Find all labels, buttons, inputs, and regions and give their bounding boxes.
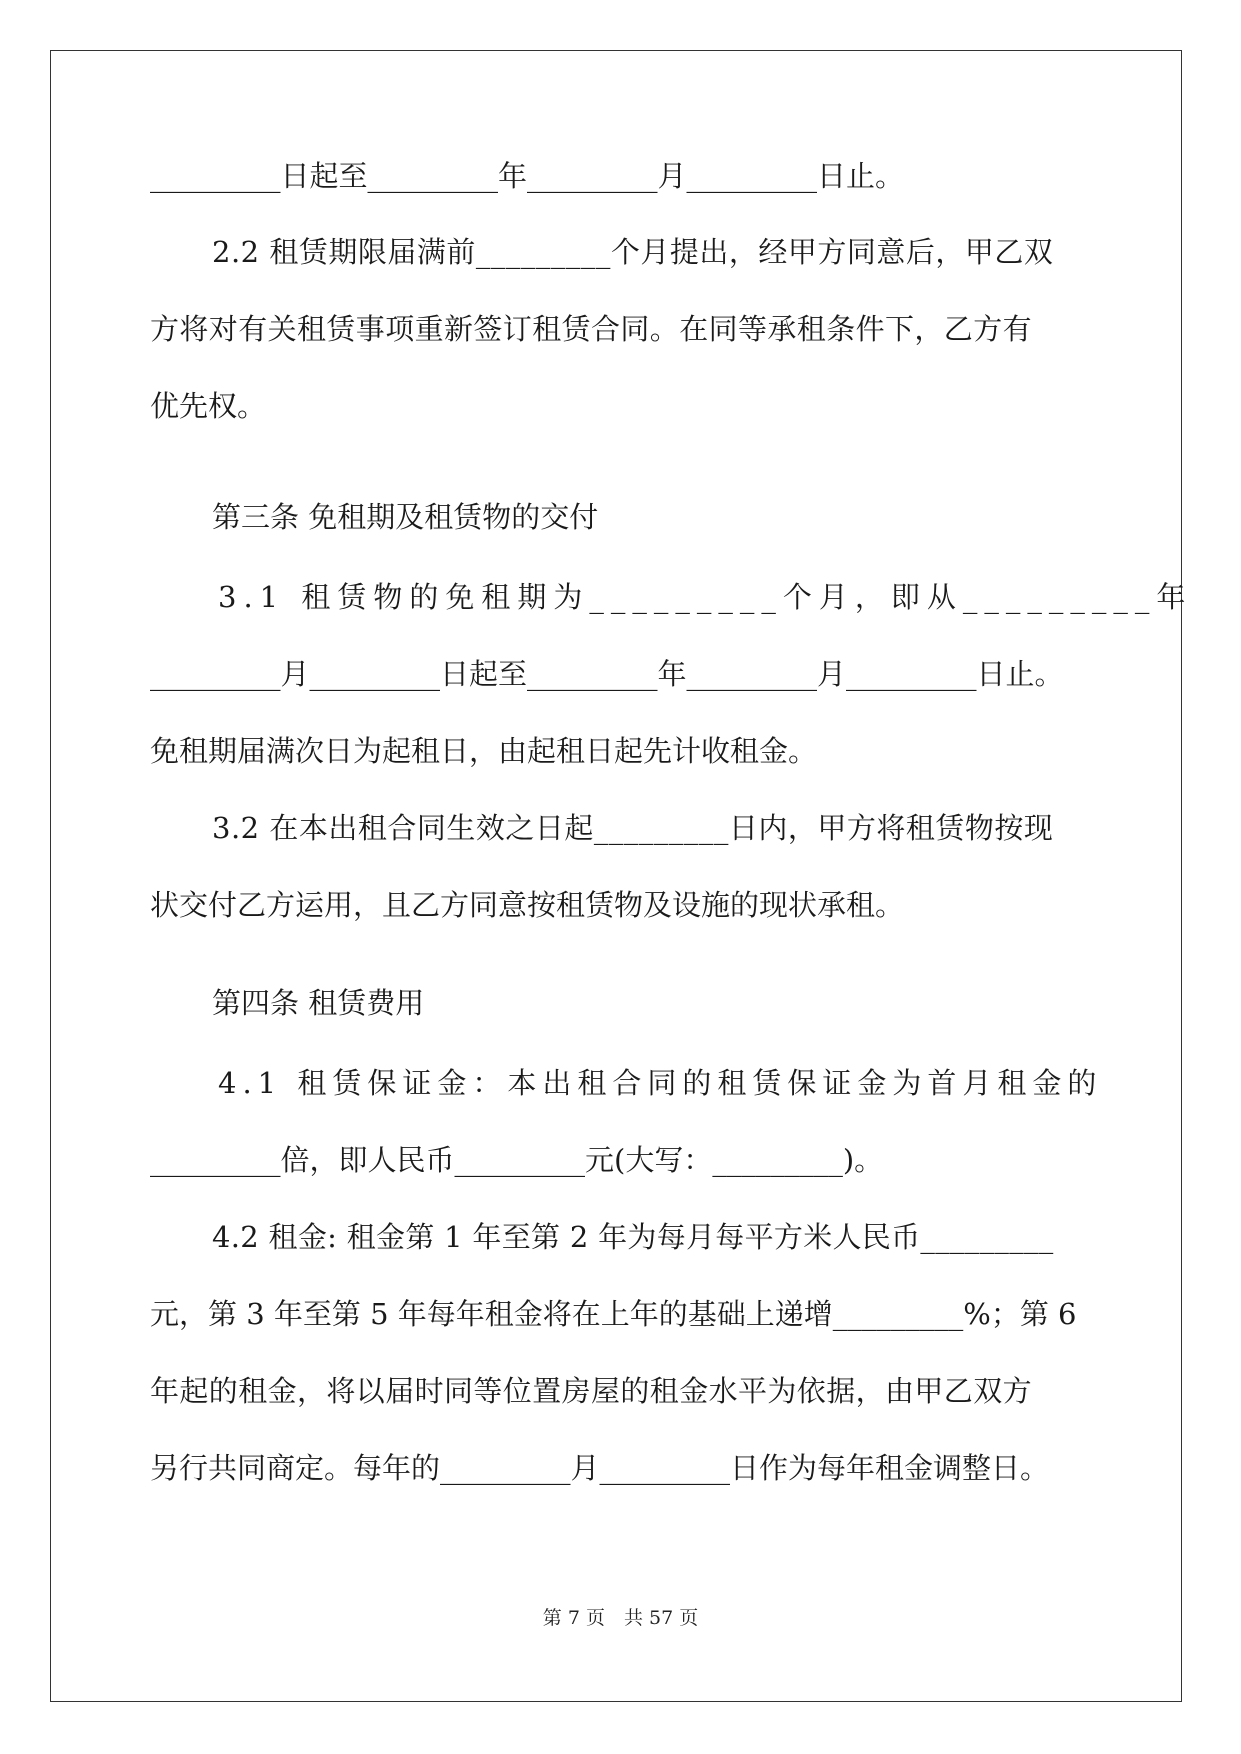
contract-line: 元，第 3 年至第 5 年每年租金将在上年的基础上递增_________%；第 6: [150, 1297, 1077, 1331]
contract-line: 另行共同商定。每年的_________月_________日作为每年租金调整日。: [150, 1451, 1050, 1485]
contract-line: 方将对有关租赁事项重新签订租赁合同。在同等承租条件下，乙方有: [150, 312, 1033, 346]
contract-line: 4.2 租金: 租金第 1 年至第 2 年为每月每平方米人民币_________: [212, 1220, 1054, 1254]
contract-line: 2.2 租赁期限届满前_________个月提出，经甲方同意后，甲乙双: [212, 235, 1054, 269]
section-heading-4: 第四条 租赁费用: [212, 986, 425, 1020]
contract-line: 4.1 租赁保证金：本出租合同的租赁保证金为首月租金的: [218, 1066, 1103, 1100]
contract-line: 3.1 租赁物的免租期为_________个月，即从_________年: [218, 580, 1193, 614]
contract-line: 状交付乙方运用，且乙方同意按租赁物及设施的现状承租。: [150, 888, 905, 922]
contract-line: 优先权。: [150, 389, 267, 423]
contract-line: _________月_________日起至_________年_________月_________日止。: [150, 657, 1064, 691]
contract-line: 年起的租金，将以届时同等位置房屋的租金水平为依据，由甲乙双方: [150, 1374, 1033, 1408]
contract-line: 免租期届满次日为起租日，由起租日起先计收租金。: [150, 734, 818, 768]
contract-line: _________日起至_________年_________月_________日止。: [150, 159, 905, 193]
contract-line: _________倍，即人民币_________元(大写：_________)。: [150, 1143, 884, 1177]
section-heading-3: 第三条 免租期及租赁物的交付: [212, 500, 599, 534]
page-number-footer: 第 7 页 共 57 页: [542, 1607, 699, 1629]
contract-line: 3.2 在本出租合同生效之日起_________日内，甲方将租赁物按现: [212, 811, 1054, 845]
